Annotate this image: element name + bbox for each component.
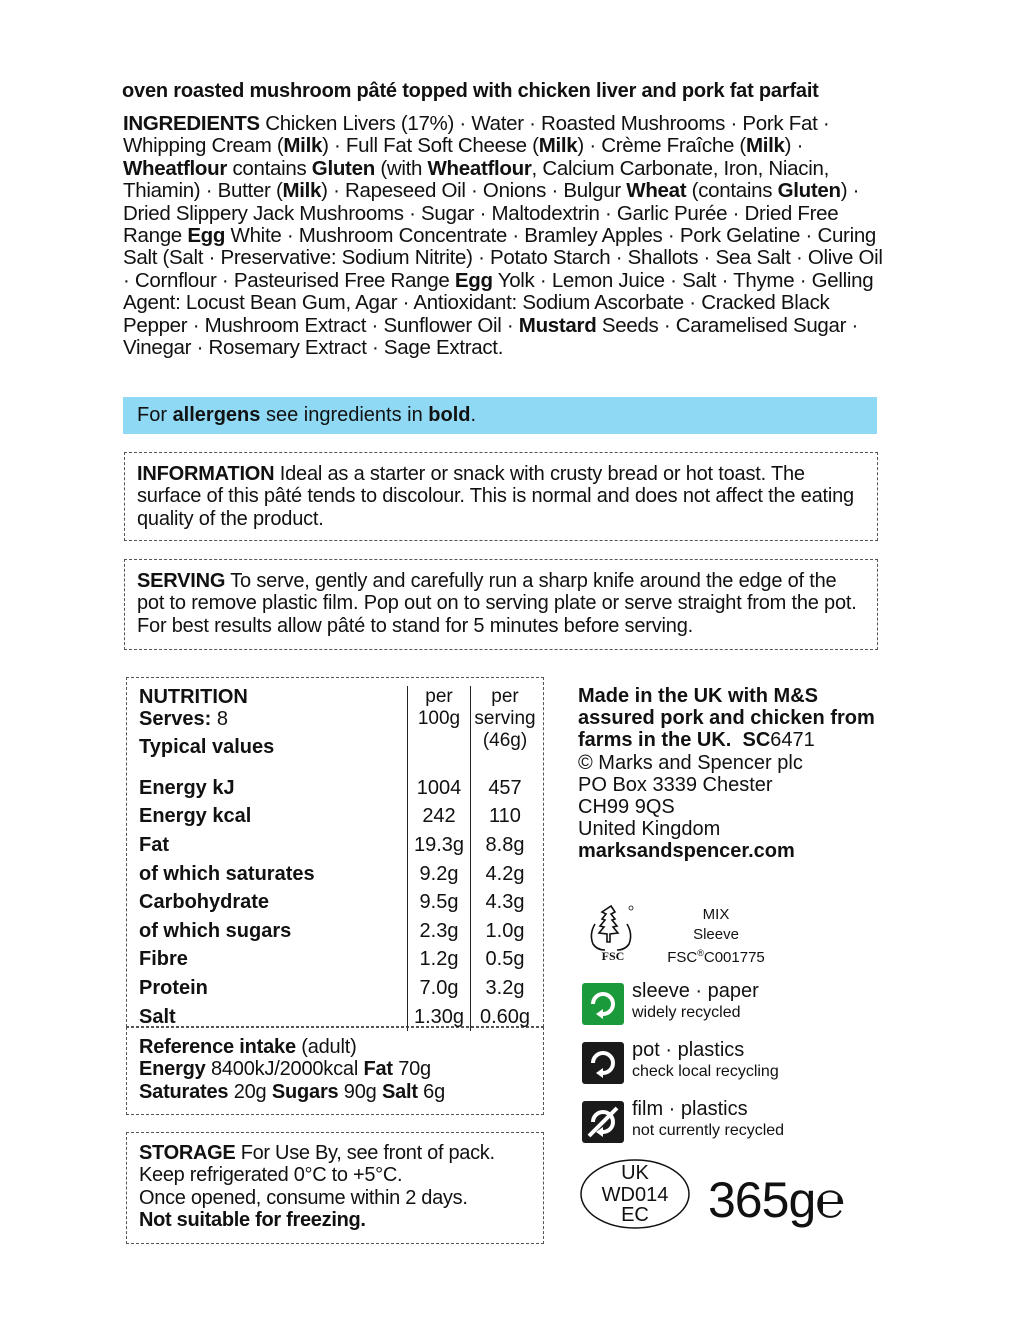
reference-energy-label: Energy — [139, 1058, 206, 1081]
storage-line1: For Use By, see front of pack. — [235, 1142, 495, 1164]
fsc-registered-mark: ® — [697, 948, 704, 958]
reference-saturates-value: 20g — [228, 1080, 272, 1103]
allergen-ingredient: Mustard — [518, 313, 597, 337]
allergen-ingredient: Wheatflour — [123, 156, 228, 180]
ingredient-text: (with — [374, 156, 428, 180]
nutrition-table — [139, 686, 539, 1031]
allergen-ingredient: Wheat — [626, 179, 687, 203]
allergen-ingredient: Egg — [454, 268, 493, 292]
nutrient-name: Protein — [139, 976, 208, 999]
information-heading: INFORMATION — [137, 463, 275, 485]
estimated-sign: ℮ — [815, 1172, 845, 1228]
allergen-notice — [123, 397, 877, 434]
health-mark-line3: EC — [621, 1204, 649, 1226]
nutrient-name: Fat — [139, 833, 169, 856]
storage-heading: STORAGE — [139, 1142, 236, 1164]
per-serving-value: 110 — [489, 805, 521, 828]
allergen-text-bold: allergens — [172, 404, 261, 426]
allergen-text-bold-word: bold — [428, 404, 471, 426]
per-serving-header-line3: (46g) — [482, 730, 528, 751]
reference-salt-value: 6g — [417, 1080, 446, 1103]
recycle-check-locally-icon — [582, 1042, 624, 1084]
origin-statement: Made in the UK with M&S assured pork and chicken from farms in the UK. — [578, 685, 875, 752]
reference-saturates-label: Saturates — [139, 1080, 229, 1103]
product-title: oven roasted mushroom pâté topped with chicken liver and pork fat parfait — [122, 80, 819, 102]
net-weight — [708, 1172, 844, 1228]
recycling-item: film · plastics — [632, 1098, 748, 1120]
weight-unit: g — [788, 1172, 816, 1228]
ingredient-text: ) · Dried Slippery Jack Mushrooms · Sugar · Maltodextrin · Garlic Purée · Dried Free Range — [123, 179, 860, 248]
fsc-logo-text: FSC — [601, 949, 625, 962]
recycle-widely-icon — [582, 983, 624, 1025]
recycling-status: check local recycling — [632, 1063, 779, 1080]
website: marksandspencer.com — [578, 840, 795, 863]
per-serving-value: 1.0g — [485, 919, 525, 942]
nutrition-box — [126, 677, 544, 1027]
recycling-item: pot · plastics — [632, 1039, 745, 1061]
nutrition-header-cell — [139, 686, 408, 774]
nutrient-name: Energy kJ — [139, 776, 235, 799]
recycling-status: widely recycled — [632, 1004, 741, 1021]
recycling-row — [582, 1039, 892, 1086]
reference-heading: Reference intake — [139, 1036, 296, 1058]
per-100g-value: 1.30g — [408, 1003, 471, 1032]
per-100g-value: 1004 — [408, 774, 471, 803]
nutrition-row — [139, 831, 539, 860]
allergen-ingredient: Gluten — [777, 179, 841, 203]
reference-qualifier: (adult) — [295, 1036, 357, 1058]
ingredients-block — [123, 113, 883, 359]
information-box — [124, 452, 878, 541]
nutrient-name: Carbohydrate — [139, 891, 270, 914]
address-line1: PO Box 3339 Chester — [578, 773, 773, 796]
nutrient-name: of which saturates — [139, 862, 315, 885]
per-100g-value: 19.3g — [408, 831, 471, 860]
per-serving-value: 0.60g — [479, 1005, 531, 1028]
nutrition-row — [139, 888, 539, 917]
health-mark-line2: WD014 — [601, 1184, 669, 1206]
per-serving-header-line1: per — [491, 686, 519, 707]
reference-fat-label: Fat — [363, 1058, 393, 1081]
serves-label: Serves: — [139, 708, 212, 730]
allergen-ingredient: Milk — [282, 179, 322, 203]
nutrition-row — [139, 860, 539, 889]
per-serving-value: 457 — [488, 776, 522, 799]
ingredient-text: , Calcium Carbonate, Iron, Niacin, Thiamin) · Butter ( — [123, 156, 829, 203]
storage-line3: Once opened, consume within 2 days. — [139, 1186, 468, 1209]
fsc-sleeve: Sleeve — [693, 925, 739, 943]
nutrition-row — [139, 946, 539, 975]
per-serving-header — [471, 686, 540, 774]
copyright: © Marks and Spencer plc — [578, 751, 803, 774]
allergen-ingredient: Gluten — [311, 156, 375, 180]
allergen-ingredient: Milk — [538, 134, 578, 158]
storage-line2: Keep refrigerated 0°C to +5°C. — [139, 1164, 403, 1187]
per-serving-value: 0.5g — [485, 948, 525, 971]
nutrition-header-row — [139, 686, 539, 774]
ingredient-text: ) · — [784, 134, 804, 158]
per-serving-value: 4.2g — [485, 862, 525, 885]
per-100g-value: 1.2g — [408, 946, 471, 975]
ingredient-text: White · Mushroom Concentrate · Bramley Apples · Pork Gelatine · Curing Salt (Salt · Preservative: Sodium Nitrite) · Potato Starch · Shallots · Sea Salt · Olive Oil · Cornflour · Pasteurised Free Range — [123, 224, 883, 292]
nutrition-row — [139, 803, 539, 832]
health-mark-oval — [579, 1158, 691, 1230]
fsc-code-prefix: FSC — [667, 949, 698, 966]
ingredient-text: contains — [227, 156, 312, 180]
nutrient-name: Energy kcal — [139, 805, 252, 828]
serves-value: 8 — [211, 708, 228, 730]
nutrition-row — [139, 917, 539, 946]
per-100g-header-line1: per — [425, 686, 453, 707]
origin-block — [578, 685, 878, 863]
sc-label: SC — [742, 729, 771, 752]
per-serving-value: 3.2g — [485, 976, 525, 999]
per-serving-value: 4.3g — [485, 891, 525, 914]
nutrition-heading: NUTRITION — [139, 686, 248, 708]
allergen-ingredient: Egg — [187, 224, 226, 248]
weight-value: 365 — [708, 1172, 789, 1228]
allergen-ingredient: Milk — [283, 134, 323, 158]
allergen-ingredient: Wheatflour — [427, 156, 532, 180]
storage-box — [126, 1132, 544, 1244]
recycling-row — [582, 1098, 892, 1145]
reference-energy-value: 8400kJ/2000kcal — [205, 1058, 364, 1081]
address-country: United Kingdom — [578, 818, 721, 841]
reference-intake-box — [126, 1027, 544, 1115]
per-100g-value: 7.0g — [408, 974, 471, 1003]
serving-heading: SERVING — [137, 570, 226, 592]
recycling-status: not currently recycled — [632, 1122, 785, 1139]
allergen-text-post: . — [470, 404, 477, 426]
nutrition-row — [139, 974, 539, 1003]
per-100g-value: 242 — [408, 803, 471, 832]
ingredients-heading: INGREDIENTS — [123, 112, 260, 135]
nutrient-name: Fibre — [139, 948, 188, 971]
ingredient-text: ) · Crème Fraîche ( — [577, 134, 746, 158]
reference-salt-label: Salt — [381, 1080, 418, 1103]
recycle-not-recycled-icon — [582, 1101, 624, 1143]
typical-values-label: Typical values — [139, 736, 275, 758]
ingredient-text: ) · Rapeseed Oil · Onions · Bulgur — [321, 179, 627, 203]
storage-line4: Not suitable for freezing. — [139, 1209, 366, 1232]
ingredient-text: Seeds · Caramelised Sugar · Vinegar · Rosemary Extract · Sage Extract. — [123, 313, 859, 360]
nutrition-row — [139, 774, 539, 803]
serving-box — [124, 559, 878, 650]
health-mark-line1: UK — [621, 1162, 649, 1184]
fsc-mix: MIX — [702, 906, 730, 923]
per-100g-value: 9.2g — [408, 860, 471, 889]
ingredient-text: Chicken Livers (17%) · Water · Roasted Mushrooms · Pork Fat · Whipping Cream ( — [123, 112, 830, 158]
per-serving-header-line2: serving — [474, 708, 536, 729]
serving-text: To serve, gently and carefully run a sharp knife around the edge of the pot to remove plastic film. Pop out on to serving plate or serve straight from the pot. For best results allow pâté to stand for 5 minutes before serving. — [137, 570, 857, 637]
fsc-label — [660, 905, 772, 968]
per-100g-value: 9.5g — [408, 888, 471, 917]
allergen-ingredient: Milk — [745, 134, 785, 158]
address-line2: CH99 9QS — [578, 796, 675, 819]
ingredient-text: ) · Full Fat Soft Cheese ( — [322, 134, 539, 158]
fsc-code: C001775 — [703, 949, 765, 966]
per-serving-value: 8.8g — [485, 833, 525, 856]
reference-sugars-label: Sugars — [271, 1080, 339, 1103]
per-100g-value: 2.3g — [408, 917, 471, 946]
fsc-tree-icon — [583, 902, 643, 962]
nutrient-name: of which sugars — [139, 919, 292, 942]
ingredient-text: Yolk · Lemon Juice · Salt · Thyme · Gelling Agent: Locust Bean Gum, Agar · Antioxidant: Sodium Ascorbate · Cracked Black Pepper · Mushroom Extract · Sunflower Oil · — [123, 268, 874, 337]
recycling-item: sleeve · paper — [632, 980, 759, 1002]
ingredients-list — [123, 112, 883, 359]
allergen-text-pre: For — [137, 404, 173, 426]
reference-sugars-value: 90g — [338, 1080, 382, 1103]
per-100g-header-line2: 100g — [417, 708, 461, 729]
information-text: Ideal as a starter or snack with crusty bread or hot toast. The surface of this pâté tends to discolour. This is normal and does not affect the eating quality of the product. — [137, 463, 854, 530]
ingredient-text: (contains — [686, 179, 778, 203]
allergen-text-mid: see ingredients in — [260, 404, 429, 426]
reference-fat-value: 70g — [392, 1058, 431, 1081]
per-100g-header — [408, 686, 471, 774]
nutrient-name: Salt — [139, 1005, 176, 1028]
sc-code: 6471 — [770, 729, 815, 752]
recycling-row — [582, 980, 892, 1027]
